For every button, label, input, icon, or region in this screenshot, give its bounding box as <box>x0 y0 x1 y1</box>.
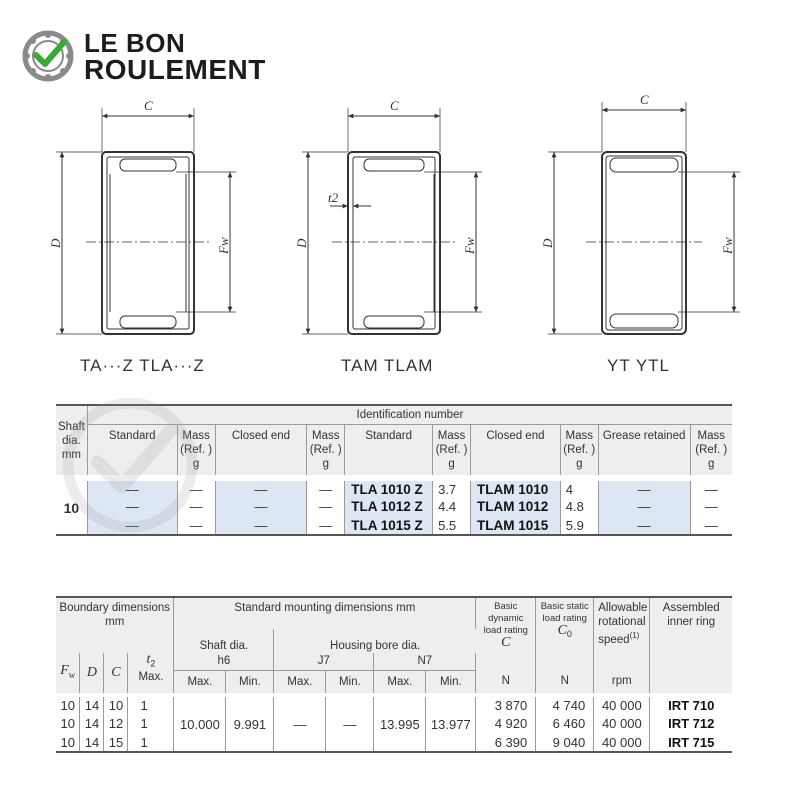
mass-unit: g <box>448 458 455 470</box>
mass-header-2 <box>307 425 345 479</box>
h6-header: h6 <box>174 653 274 670</box>
dash: — <box>87 478 177 497</box>
speed-line2: rotational <box>598 616 646 628</box>
dim-c-2: C <box>390 98 399 113</box>
t2-value: 1 <box>128 714 174 733</box>
dimensions-table <box>56 596 732 753</box>
drawing-tam <box>302 108 482 334</box>
fw-value: 10 <box>56 733 80 752</box>
table-row <box>56 516 732 535</box>
stat-sub: 0 <box>566 628 572 639</box>
mass-unit: g <box>192 458 200 470</box>
c-value: 10 <box>104 695 128 714</box>
mass-unit: g <box>322 458 329 470</box>
identification-table <box>56 404 732 536</box>
blank <box>476 653 536 670</box>
n7-min: Min. <box>426 670 476 695</box>
tla-code: TLA 1015 Z <box>345 516 433 535</box>
h6-min: Min. <box>226 670 274 695</box>
logo-text-line2: ROULEMENT <box>84 54 266 85</box>
dim-c-1: C <box>144 98 153 113</box>
grease-header: Grease retained <box>598 425 690 479</box>
dyn-symbol: C <box>501 635 511 650</box>
t2-header <box>128 653 174 670</box>
boundary-label: Boundary dimensions <box>59 602 170 614</box>
housing-header: Housing bore dia. <box>330 640 421 652</box>
dash: — <box>704 499 718 514</box>
shaft-label: Shaft <box>58 420 85 433</box>
caption-tam-tlam: TAM TLAM <box>341 356 434 375</box>
shaft-value: 10 <box>56 478 87 535</box>
dash: — <box>598 497 690 516</box>
speed-value: 40 000 <box>594 695 650 714</box>
mass-header-4 <box>560 425 598 479</box>
dim-c-3: C <box>640 92 649 107</box>
d-value: 14 <box>80 695 104 714</box>
table-row <box>56 497 732 516</box>
tla-code: TLA 1012 Z <box>345 497 433 516</box>
drawing-yt <box>548 102 740 334</box>
t2-value: 1 <box>128 695 174 714</box>
speed-value: 40 000 <box>594 733 650 752</box>
t2-value: 1 <box>128 733 174 752</box>
tla-mass: 4.4 <box>433 497 471 516</box>
tla-mass: 3.7 <box>433 478 471 497</box>
mass-header-3 <box>433 425 471 479</box>
static-rating-value: 6 460 <box>536 714 594 733</box>
j7-min: Min. <box>326 670 374 695</box>
unit-rpm: rpm <box>594 670 650 695</box>
j7-max-value: — <box>274 695 326 752</box>
j7-max: Max. <box>274 670 326 695</box>
ring-line1: Assembled <box>662 602 720 614</box>
stat-line2: load rating <box>542 613 587 624</box>
unit-n-2: N <box>536 670 594 695</box>
h6-max: Max. <box>174 670 226 695</box>
d-value: 14 <box>80 714 104 733</box>
j7-min-value: — <box>326 695 374 752</box>
mounting-header: Standard mounting dimensions mm <box>174 597 476 629</box>
dyn-line1: Basic dynamic <box>488 601 524 624</box>
blank <box>650 653 732 670</box>
fw-value: 10 <box>56 695 80 714</box>
n7-max: Max. <box>374 670 426 695</box>
ring-header <box>650 597 732 653</box>
mass-header-5 <box>690 425 732 479</box>
caption-yt-ytl: YT YTL <box>607 356 671 375</box>
static-rating-value: 9 040 <box>536 733 594 752</box>
tlam-code: TLAM 1010 <box>471 478 561 497</box>
dim-t2: t2 <box>328 190 339 205</box>
d-value: 14 <box>80 733 104 752</box>
closed-end-header-2: Closed end <box>471 425 561 479</box>
shaft-unit: mm <box>61 448 82 461</box>
dim-fw-1: Fw <box>216 237 231 254</box>
mass-unit: g <box>708 458 715 470</box>
static-rating-value: 4 740 <box>536 695 594 714</box>
mass-header-1 <box>177 425 215 479</box>
dash: — <box>307 497 345 516</box>
mass-unit: g <box>576 458 583 470</box>
fw-value: 10 <box>56 714 80 733</box>
dim-d-2: D <box>294 238 309 248</box>
mass-ref: (Ref. ) <box>309 444 342 456</box>
dash: — <box>598 516 690 535</box>
j7-header: J7 <box>274 653 374 670</box>
c-value: 15 <box>104 733 128 752</box>
shaft-dia-label: dia. <box>62 434 81 447</box>
mass-label: Mass <box>182 430 210 442</box>
dim-d-1: D <box>48 238 63 248</box>
standard-header-1: Standard <box>87 425 177 479</box>
dash: — <box>87 497 177 516</box>
speed-footnote: (1) <box>629 631 640 640</box>
mass-label: Mass <box>697 430 725 442</box>
dynamic-rating-value: 6 390 <box>476 733 536 752</box>
d-header: D <box>80 653 104 695</box>
boundary-header <box>56 597 174 629</box>
table-row <box>56 478 732 497</box>
dash: — <box>307 478 345 497</box>
mass-label: Mass <box>565 430 593 442</box>
brand-logo <box>22 26 302 86</box>
stat-line1: Basic static <box>540 601 589 612</box>
dash: — <box>177 497 215 516</box>
bearing-check-icon <box>22 30 74 82</box>
n7-min-value: 13.977 <box>426 695 476 752</box>
mass-ref: (Ref. ) <box>563 444 596 456</box>
boundary-spacer <box>56 629 174 653</box>
drawing-ta-z <box>56 108 236 334</box>
dynamic-rating-value: 4 920 <box>476 714 536 733</box>
blank <box>594 653 650 670</box>
identification-header: Identification number <box>87 405 732 425</box>
dash: — <box>215 497 307 516</box>
dash: — <box>177 478 215 497</box>
boundary-unit: mm <box>105 616 125 628</box>
dynamic-rating-value: 3 870 <box>476 695 536 714</box>
tlam-code: TLAM 1015 <box>471 516 561 535</box>
mass-label: Mass <box>312 430 340 442</box>
closed-end-header-1: Closed end <box>215 425 307 479</box>
dash: — <box>598 478 690 497</box>
mass-ref: (Ref. ) <box>435 444 468 456</box>
tla-mass: 5.5 <box>433 516 471 535</box>
t2-max: Max. <box>128 670 174 695</box>
mass-ref: (Ref. ) <box>180 444 213 456</box>
blank <box>536 653 594 670</box>
mass-label: Mass <box>437 430 466 442</box>
unit-n-1: N <box>476 670 536 695</box>
dim-d-3: D <box>540 238 555 248</box>
dynamic-rating-header <box>476 597 536 653</box>
dash: — <box>307 516 345 535</box>
t2-symbol: t <box>146 652 151 667</box>
logo-text-line1: LE BON <box>84 28 186 58</box>
n7-max-value: 13.995 <box>374 695 426 752</box>
tla-code: TLA 1010 Z <box>345 478 433 497</box>
table-row <box>56 695 732 714</box>
c-value: 12 <box>104 714 128 733</box>
static-rating-header <box>536 597 594 653</box>
shaft-max-value: 10.000 <box>174 695 226 752</box>
speed-line1: Allowable <box>598 602 648 614</box>
tlam-mass: 4 <box>560 478 598 497</box>
fw-symbol: F <box>60 663 69 679</box>
tlam-code: TLAM 1012 <box>471 497 561 516</box>
dash: — <box>704 517 718 533</box>
shaft-min-value: 9.991 <box>226 695 274 752</box>
n7-header: N7 <box>374 653 476 670</box>
inner-ring-value: IRT 715 <box>668 734 715 750</box>
fw-header <box>56 653 80 695</box>
dash: — <box>177 516 215 535</box>
t2-sub: 2 <box>150 658 156 669</box>
dim-fw-2: Fw <box>462 237 477 254</box>
speed-line3: speed <box>598 633 630 646</box>
inner-ring-value: IRT 710 <box>668 698 715 714</box>
dash: — <box>215 516 307 535</box>
mass-ref: (Ref. ) <box>695 444 728 456</box>
c-header: C <box>104 653 128 695</box>
dim-fw-3: Fw <box>720 237 735 254</box>
shaft-header <box>56 405 87 478</box>
bearing-drawings <box>40 90 760 340</box>
speed-header <box>594 597 650 653</box>
tlam-mass: 4.8 <box>560 497 598 516</box>
tlam-mass: 5.9 <box>560 516 598 535</box>
dash: — <box>704 481 718 497</box>
stat-symbol: C <box>557 623 567 638</box>
dash: — <box>215 478 307 497</box>
blank <box>650 670 732 695</box>
shaft-dia-header: Shaft dia. <box>174 629 274 653</box>
dash: — <box>87 516 177 535</box>
dyn-line2: load rating <box>483 625 528 636</box>
standard-header-2: Standard <box>345 425 433 479</box>
caption-ta-tla: TA···Z TLA···Z <box>80 356 205 375</box>
ring-line2: inner ring <box>667 616 716 628</box>
fw-sub: w <box>68 670 76 681</box>
speed-value: 40 000 <box>594 714 650 733</box>
inner-ring-value: IRT 712 <box>668 716 715 732</box>
